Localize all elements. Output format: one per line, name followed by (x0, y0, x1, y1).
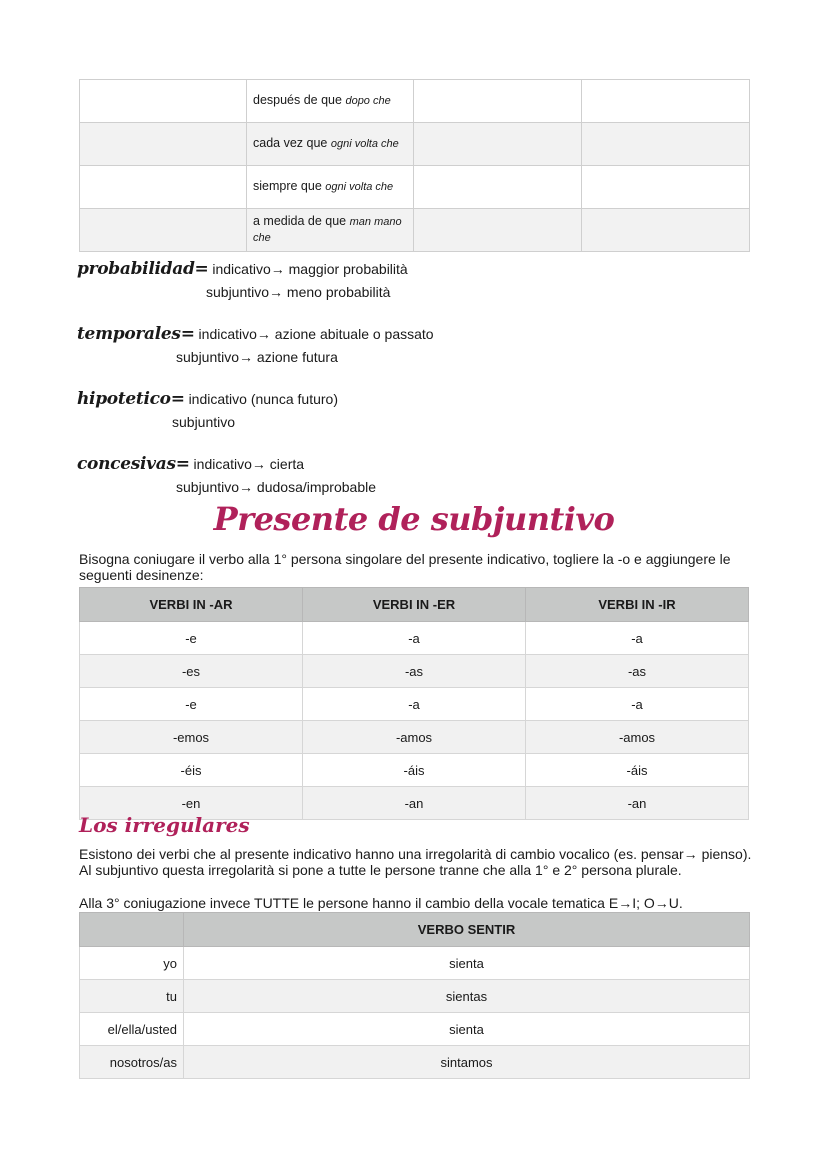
sentir-table (79, 912, 750, 1079)
rule-hipotetico (77, 389, 338, 430)
irregulars-title: Los irregulares (79, 813, 250, 837)
table-row: nosotros/as sintamos (80, 1046, 750, 1079)
column-header: VERBI IN -IR (526, 588, 749, 622)
rule-line: indicativo (nunca futuro) (188, 391, 338, 407)
table-row: -e -a -a (80, 622, 749, 655)
conjunctions-table (79, 79, 750, 252)
table-header-row (80, 588, 749, 622)
table-row: tu sientas (80, 980, 750, 1013)
table-row: -e -a -a (80, 688, 749, 721)
rule-line: indicativo→ cierta (193, 456, 305, 472)
rule-heading: hipotetico= (77, 389, 185, 409)
rule-line: subjuntivo→ dudosa/improbable (176, 479, 377, 495)
rule-line: subjuntivo (172, 414, 236, 430)
conjunction-cell: después de que dopo che (247, 80, 414, 123)
section-title: Presente de subjuntivo (213, 500, 615, 538)
table-row (80, 123, 750, 166)
desinences-table (79, 587, 749, 820)
column-header: VERBI IN -ER (303, 588, 526, 622)
rule-heading: probabilidad= (77, 259, 209, 279)
irregulars-note: Alla 3° coniugazione invece TUTTE le persone hanno il cambio della vocale tematica E→I; O→U. (79, 895, 683, 911)
intro-text: Bisogna coniugare il verbo alla 1° persona singolare del presente indicativo, togliere la -o e aggiungere le seguenti desinenze: (79, 551, 731, 583)
irregulars-text: Esistono dei verbi che al presente indicativo hanno una irregolarità di cambio vocalico (es. pensar→ pienso). Al subjuntivo questa irregolarità si pone a tutte le persone tranne che alla 1° e 2° persona plurale. (79, 846, 752, 878)
rule-probabilidad (77, 259, 408, 300)
table-row: -en -an -an (80, 787, 749, 820)
rule-heading: temporales= (77, 324, 195, 344)
table-row (80, 80, 750, 123)
table-row (80, 166, 750, 209)
rule-line: subjuntivo→ meno probabilità (206, 284, 391, 300)
column-header: VERBO SENTIR (184, 913, 750, 947)
table-row (80, 209, 750, 252)
table-row: -éis -áis -áis (80, 754, 749, 787)
rule-line: subjuntivo→ azione futura (176, 349, 338, 365)
conjunction-cell: a medida de que man mano che (247, 209, 414, 252)
table-header-row (80, 913, 750, 947)
table-row: yo sienta (80, 947, 750, 980)
conjunction-cell: siempre que ogni volta che (247, 166, 414, 209)
column-header: VERBI IN -AR (80, 588, 303, 622)
conjunction-cell: cada vez que ogni volta che (247, 123, 414, 166)
table-row: -emos -amos -amos (80, 721, 749, 754)
rule-concesivas (77, 454, 377, 495)
rule-line: indicativo→ azione abituale o passato (198, 326, 434, 342)
rule-line: indicativo→ maggior probabilità (212, 261, 408, 277)
rule-heading: concesivas= (77, 454, 190, 474)
table-row: el/ella/usted sienta (80, 1013, 750, 1046)
rule-temporales (77, 324, 434, 365)
table-row: -es -as -as (80, 655, 749, 688)
